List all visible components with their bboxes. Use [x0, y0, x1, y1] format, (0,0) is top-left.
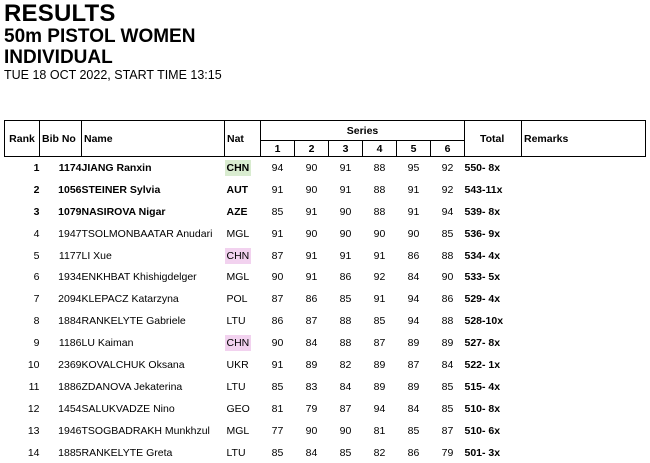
rank-cell: 14 — [5, 442, 40, 463]
series-score-cell: 94 — [363, 398, 397, 420]
series-score-cell: 91 — [397, 201, 431, 223]
nat-cell — [225, 179, 261, 201]
nat-code: CHN — [225, 335, 252, 351]
series-score-cell: 85 — [261, 442, 295, 463]
series-score-cell: 91 — [261, 223, 295, 245]
total-cell: 539- 8x — [465, 201, 522, 223]
nat-cell — [225, 420, 261, 442]
athlete-name-cell: TSOGBADRAKH Munkhzul — [82, 420, 225, 442]
series-score-cell: 85 — [363, 310, 397, 332]
series-score-cell: 91 — [261, 354, 295, 376]
series-score-cell: 88 — [363, 157, 397, 179]
bib-cell: 1079 — [40, 201, 82, 223]
nat-code: MGL — [225, 226, 252, 242]
table-row — [5, 201, 646, 223]
series-score-cell: 87 — [431, 420, 465, 442]
remarks-cell — [522, 310, 646, 332]
table-row — [5, 310, 646, 332]
series-score-cell: 84 — [397, 266, 431, 288]
series-score-cell: 84 — [397, 398, 431, 420]
nat-cell — [225, 332, 261, 354]
series-score-cell: 88 — [329, 332, 363, 354]
rank-cell: 4 — [5, 223, 40, 245]
series-score-cell: 79 — [295, 398, 329, 420]
series-score-cell: 90 — [295, 420, 329, 442]
remarks-cell — [522, 266, 646, 288]
bib-cell: 1056 — [40, 179, 82, 201]
series-score-cell: 91 — [397, 179, 431, 201]
nat-code: GEO — [225, 401, 252, 417]
remarks-cell — [522, 420, 646, 442]
series-score-cell: 77 — [261, 420, 295, 442]
series-score-cell: 91 — [295, 201, 329, 223]
col-remarks-header: Remarks — [522, 121, 646, 157]
table-row — [5, 266, 646, 288]
series-score-cell: 86 — [397, 442, 431, 463]
remarks-cell — [522, 201, 646, 223]
athlete-name-cell: ZDANOVA Jekaterina — [82, 376, 225, 398]
series-score-cell: 90 — [431, 266, 465, 288]
series-score-cell: 79 — [431, 442, 465, 463]
nat-code: POL — [225, 291, 250, 307]
series-score-cell: 85 — [261, 201, 295, 223]
table-row — [5, 332, 646, 354]
col-total-header: Total — [465, 121, 522, 157]
athlete-name-cell: STEINER Sylvia — [82, 179, 225, 201]
series-score-cell: 94 — [397, 310, 431, 332]
bib-cell: 1934 — [40, 266, 82, 288]
series-score-cell: 90 — [329, 201, 363, 223]
athlete-name-cell: JIANG Ranxin — [82, 157, 225, 179]
rank-cell: 13 — [5, 420, 40, 442]
results-body — [5, 157, 646, 463]
rank-cell: 11 — [5, 376, 40, 398]
nat-code: LTU — [225, 445, 248, 461]
nat-cell — [225, 398, 261, 420]
series-score-cell: 84 — [295, 442, 329, 463]
series-score-cell: 92 — [431, 179, 465, 201]
series-score-cell: 90 — [261, 266, 295, 288]
nat-cell — [225, 310, 261, 332]
nat-code: AZE — [225, 204, 250, 220]
col-nat-header: Nat — [225, 121, 261, 157]
date-start-time: TUE 18 OCT 2022, START TIME 13:15 — [4, 68, 222, 83]
series-score-cell: 83 — [295, 376, 329, 398]
remarks-cell — [522, 376, 646, 398]
bib-cell: 2369 — [40, 354, 82, 376]
rank-cell: 10 — [5, 354, 40, 376]
bib-cell: 1454 — [40, 398, 82, 420]
nat-code: CHN — [225, 160, 252, 176]
nat-cell — [225, 354, 261, 376]
series-score-cell: 84 — [295, 332, 329, 354]
rank-cell: 9 — [5, 332, 40, 354]
total-cell: 543-11x — [465, 179, 522, 201]
table-header — [5, 121, 646, 157]
rank-cell: 2 — [5, 179, 40, 201]
table-row — [5, 288, 646, 310]
remarks-cell — [522, 332, 646, 354]
series-score-cell: 85 — [431, 223, 465, 245]
bib-cell: 1947 — [40, 223, 82, 245]
athlete-name-cell: KLEPACZ Katarzyna — [82, 288, 225, 310]
series-score-cell: 90 — [363, 223, 397, 245]
athlete-name-cell: RANKELYTE Gabriele — [82, 310, 225, 332]
nat-cell — [225, 266, 261, 288]
series-score-cell: 91 — [363, 245, 397, 267]
series-score-cell: 90 — [295, 223, 329, 245]
remarks-cell — [522, 354, 646, 376]
rank-cell: 3 — [5, 201, 40, 223]
nat-cell — [225, 201, 261, 223]
series-score-cell: 94 — [261, 157, 295, 179]
table-row — [5, 245, 646, 267]
athlete-name-cell: NASIROVA Nigar — [82, 201, 225, 223]
bib-cell: 1884 — [40, 310, 82, 332]
series-score-cell: 87 — [295, 310, 329, 332]
page-title: RESULTS — [4, 2, 222, 25]
total-cell: 527- 8x — [465, 332, 522, 354]
series-score-cell: 89 — [363, 376, 397, 398]
results-header — [4, 2, 222, 83]
series-score-cell: 87 — [329, 398, 363, 420]
series-score-cell: 85 — [329, 288, 363, 310]
series-score-cell: 88 — [363, 179, 397, 201]
series-score-cell: 82 — [329, 354, 363, 376]
remarks-cell — [522, 398, 646, 420]
series-score-cell: 92 — [431, 157, 465, 179]
col-series-header: Series — [261, 121, 465, 141]
series-score-cell: 81 — [261, 398, 295, 420]
nat-code: AUT — [225, 182, 251, 198]
athlete-name-cell: SALUKVADZE Nino — [82, 398, 225, 420]
series-score-cell: 94 — [397, 288, 431, 310]
series-score-cell: 88 — [431, 310, 465, 332]
series-score-cell: 91 — [363, 288, 397, 310]
col-rank-header: Rank — [5, 121, 40, 157]
series-score-cell: 86 — [329, 266, 363, 288]
series-score-cell: 90 — [397, 223, 431, 245]
series-number-header: 1 — [261, 141, 295, 157]
series-score-cell: 84 — [431, 354, 465, 376]
total-cell: 510- 8x — [465, 398, 522, 420]
series-score-cell: 91 — [329, 179, 363, 201]
rank-cell: 8 — [5, 310, 40, 332]
series-score-cell: 89 — [363, 354, 397, 376]
series-score-cell: 87 — [261, 288, 295, 310]
nat-cell — [225, 288, 261, 310]
table-row — [5, 223, 646, 245]
total-cell: 533- 5x — [465, 266, 522, 288]
bib-cell: 1177 — [40, 245, 82, 267]
total-cell: 515- 4x — [465, 376, 522, 398]
series-score-cell: 87 — [397, 354, 431, 376]
nat-code: CHN — [225, 248, 252, 264]
series-score-cell: 92 — [363, 266, 397, 288]
series-score-cell: 85 — [397, 420, 431, 442]
total-cell: 534- 4x — [465, 245, 522, 267]
nat-code: UKR — [225, 357, 251, 373]
rank-cell: 7 — [5, 288, 40, 310]
series-score-cell: 85 — [431, 398, 465, 420]
bib-cell: 1946 — [40, 420, 82, 442]
total-cell: 550- 8x — [465, 157, 522, 179]
rank-cell: 6 — [5, 266, 40, 288]
event-title-line2: INDIVIDUAL — [4, 48, 222, 67]
series-score-cell: 91 — [295, 266, 329, 288]
series-score-cell: 91 — [329, 245, 363, 267]
series-score-cell: 89 — [397, 376, 431, 398]
table-row — [5, 398, 646, 420]
event-title-line1: 50m PISTOL WOMEN — [4, 27, 222, 46]
total-cell: 510- 6x — [465, 420, 522, 442]
nat-cell — [225, 376, 261, 398]
series-score-cell: 85 — [261, 376, 295, 398]
series-score-cell: 85 — [431, 376, 465, 398]
series-score-cell: 88 — [431, 245, 465, 267]
athlete-name-cell: TSOLMONBAATAR Anudari — [82, 223, 225, 245]
bib-cell: 1885 — [40, 442, 82, 463]
series-number-header: 4 — [363, 141, 397, 157]
series-score-cell: 82 — [363, 442, 397, 463]
nat-cell — [225, 245, 261, 267]
total-cell: 528-10x — [465, 310, 522, 332]
athlete-name-cell: RANKELYTE Greta — [82, 442, 225, 463]
table-row — [5, 420, 646, 442]
series-score-cell: 90 — [295, 157, 329, 179]
nat-code: LTU — [225, 313, 248, 329]
series-score-cell: 89 — [295, 354, 329, 376]
total-cell: 501- 3x — [465, 442, 522, 463]
table-row — [5, 376, 646, 398]
series-score-cell: 87 — [261, 245, 295, 267]
series-score-cell: 84 — [329, 376, 363, 398]
series-number-header: 6 — [431, 141, 465, 157]
remarks-cell — [522, 288, 646, 310]
series-score-cell: 87 — [363, 332, 397, 354]
nat-code: LTU — [225, 379, 248, 395]
series-number-header: 2 — [295, 141, 329, 157]
nat-code: MGL — [225, 269, 252, 285]
remarks-cell — [522, 245, 646, 267]
series-score-cell: 91 — [261, 179, 295, 201]
series-number-header: 3 — [329, 141, 363, 157]
series-score-cell: 90 — [295, 179, 329, 201]
table-row — [5, 179, 646, 201]
bib-cell: 1174 — [40, 157, 82, 179]
series-score-cell: 91 — [295, 245, 329, 267]
col-name-header: Name — [82, 121, 225, 157]
series-score-cell: 90 — [261, 332, 295, 354]
series-score-cell: 88 — [363, 201, 397, 223]
athlete-name-cell: LI Xue — [82, 245, 225, 267]
bib-cell: 1886 — [40, 376, 82, 398]
remarks-cell — [522, 157, 646, 179]
series-score-cell: 86 — [431, 288, 465, 310]
series-score-cell: 86 — [261, 310, 295, 332]
total-cell: 529- 4x — [465, 288, 522, 310]
table-row — [5, 157, 646, 179]
athlete-name-cell: LU Kaiman — [82, 332, 225, 354]
series-score-cell: 89 — [397, 332, 431, 354]
series-score-cell: 91 — [329, 157, 363, 179]
series-score-cell: 85 — [329, 442, 363, 463]
rank-cell: 12 — [5, 398, 40, 420]
series-score-cell: 81 — [363, 420, 397, 442]
athlete-name-cell: ENKHBAT Khishigdelger — [82, 266, 225, 288]
total-cell: 536- 9x — [465, 223, 522, 245]
remarks-cell — [522, 179, 646, 201]
col-bib-header: Bib No — [40, 121, 82, 157]
nat-code: MGL — [225, 423, 252, 439]
athlete-name-cell: KOVALCHUK Oksana — [82, 354, 225, 376]
results-table — [4, 120, 646, 463]
rank-cell: 5 — [5, 245, 40, 267]
bib-cell: 1186 — [40, 332, 82, 354]
rank-cell: 1 — [5, 157, 40, 179]
bib-cell: 2094 — [40, 288, 82, 310]
series-score-cell: 89 — [431, 332, 465, 354]
series-score-cell: 90 — [329, 223, 363, 245]
nat-cell — [225, 223, 261, 245]
series-score-cell: 90 — [329, 420, 363, 442]
series-score-cell: 94 — [431, 201, 465, 223]
series-score-cell: 86 — [397, 245, 431, 267]
series-score-cell: 86 — [295, 288, 329, 310]
series-score-cell: 95 — [397, 157, 431, 179]
series-number-header: 5 — [397, 141, 431, 157]
total-cell: 522- 1x — [465, 354, 522, 376]
remarks-cell — [522, 223, 646, 245]
nat-cell — [225, 157, 261, 179]
table-row — [5, 354, 646, 376]
series-score-cell: 88 — [329, 310, 363, 332]
